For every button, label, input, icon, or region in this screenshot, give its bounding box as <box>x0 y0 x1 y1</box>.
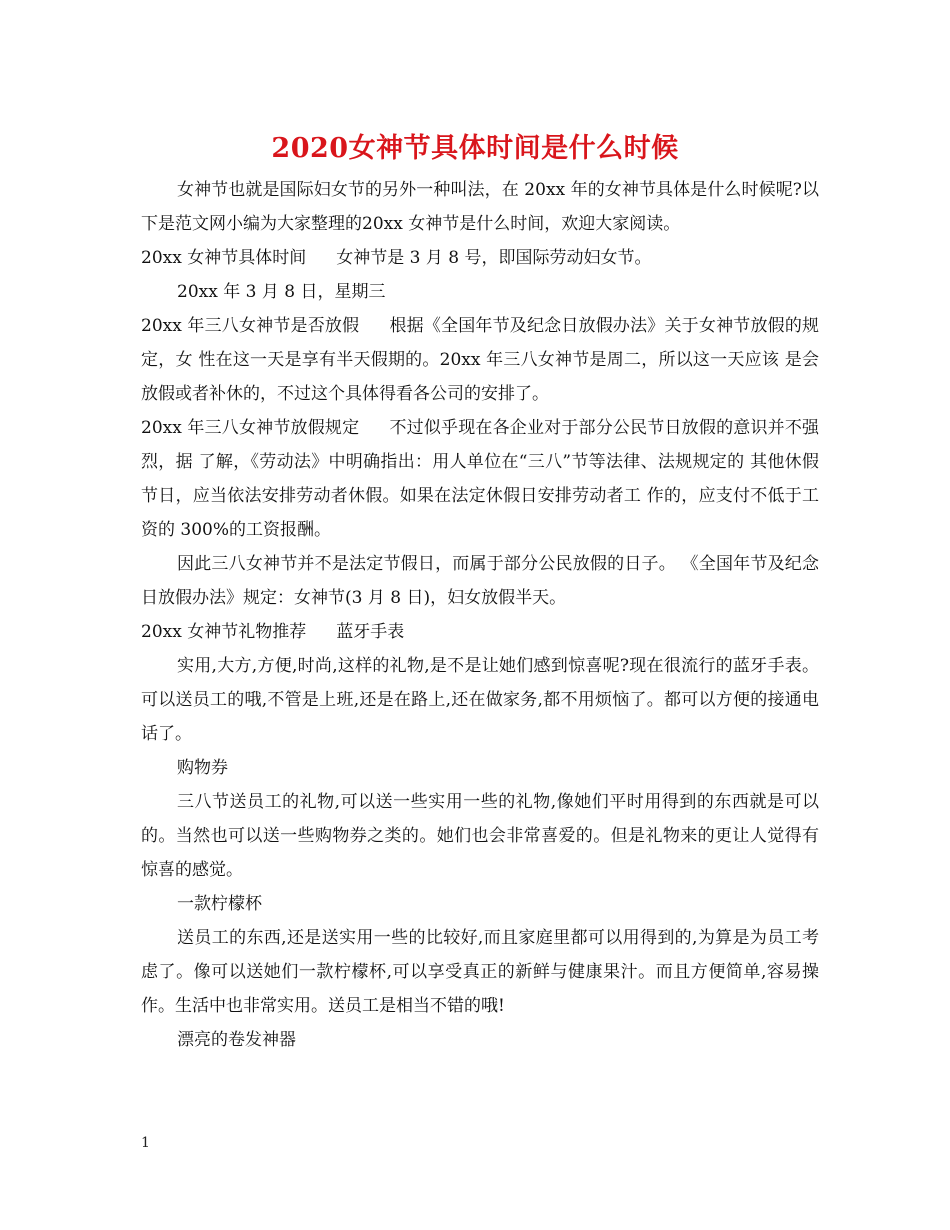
paragraph <box>141 785 819 887</box>
paragraph-text: 一款柠檬杯 <box>177 894 262 914</box>
paragraph-text: 购物券 <box>177 758 228 778</box>
paragraph <box>141 241 819 275</box>
paragraph <box>141 275 819 309</box>
paragraph-text: 因此三八女神节并不是法定节假日，而属于部分公民放假的日子。 《全国年节及纪念日放假办法》规定：女神节(3 月 8 日)，妇女放假半天。 <box>141 554 819 608</box>
paragraph <box>141 411 819 547</box>
paragraph <box>141 1023 819 1057</box>
paragraph-text: 蓝牙手表 <box>336 622 405 642</box>
section-heading: 20xx 年三八女神节放假规定 <box>141 418 360 438</box>
paragraph <box>141 309 819 411</box>
paragraph-text: 送员工的东西,还是送实用一些的比较好,而且家庭里都可以用得到的,为算是为员工考虑了。像可以送她们一款柠檬杯,可以享受真正的新鲜与健康果汁。而且方便简单,容易操作。生活中也非常实用。送员工是相当不错的哦! <box>141 928 819 1016</box>
paragraph-text: 实用,大方,方便,时尚,这样的礼物,是不是让她们感到惊喜呢?现在很流行的蓝牙手表。可以送员工的哦,不管是上班,还是在路上,还在做家务,都不用烦恼了。都可以方便的接通电话了。 <box>141 656 819 744</box>
paragraph-text: 三八节送员工的礼物,可以送一些实用一些的礼物,像她们平时用得到的东西就是可以的。当然也可以送一些购物券之类的。她们也会非常喜爱的。但是礼物来的更让人觉得有惊喜的感觉。 <box>141 792 819 880</box>
paragraph <box>141 887 819 921</box>
paragraph <box>141 615 819 649</box>
paragraph <box>141 649 819 751</box>
page-title: 2020女神节具体时间是什么时候 <box>271 133 679 164</box>
paragraph-text: 漂亮的卷发神器 <box>177 1030 296 1050</box>
paragraph-text: 不过似乎现在各企业对于部分公民节日放假的意识并不强烈，据 了解，《劳动法》中明确指出：用人单位在“三八”节等法律、法规规定的 其他休假节日，应当依法安排劳动者休假。如果在法定休假日安排劳动者工 作的，应支付不低于工资的 300%的工资报酬。 <box>141 418 820 540</box>
paragraph-text: 根据《全国年节及纪念日放假办法》关于女神节放假的规定，女 性在这一天是享有半天假期的。20xx 年三八女神节是周二，所以这一天应该 是会放假或者补休的，不过这个具体得看各公司的安排了。 <box>141 316 820 404</box>
paragraph <box>141 547 819 615</box>
section-heading: 20xx 女神节具体时间 <box>141 248 307 268</box>
section-heading: 20xx 年三八女神节是否放假 <box>141 316 360 336</box>
paragraph <box>141 173 819 241</box>
paragraph-text: 女神节也就是国际妇女节的另外一种叫法，在 20xx 年的女神节具体是什么时候呢?以下是范文网小编为大家整理的20xx 女神节是什么时间，欢迎大家阅读。 <box>141 180 819 234</box>
paragraph <box>141 921 819 1023</box>
paragraph-text: 20xx 年 3 月 8 日，星期三 <box>177 282 386 302</box>
page-number: 1 <box>141 1135 150 1151</box>
paragraph-text: 女神节是 3 月 8 号，即国际劳动妇女节。 <box>336 248 652 268</box>
document-body <box>141 173 819 1057</box>
paragraph <box>141 751 819 785</box>
section-heading: 20xx 女神节礼物推荐 <box>141 622 307 642</box>
